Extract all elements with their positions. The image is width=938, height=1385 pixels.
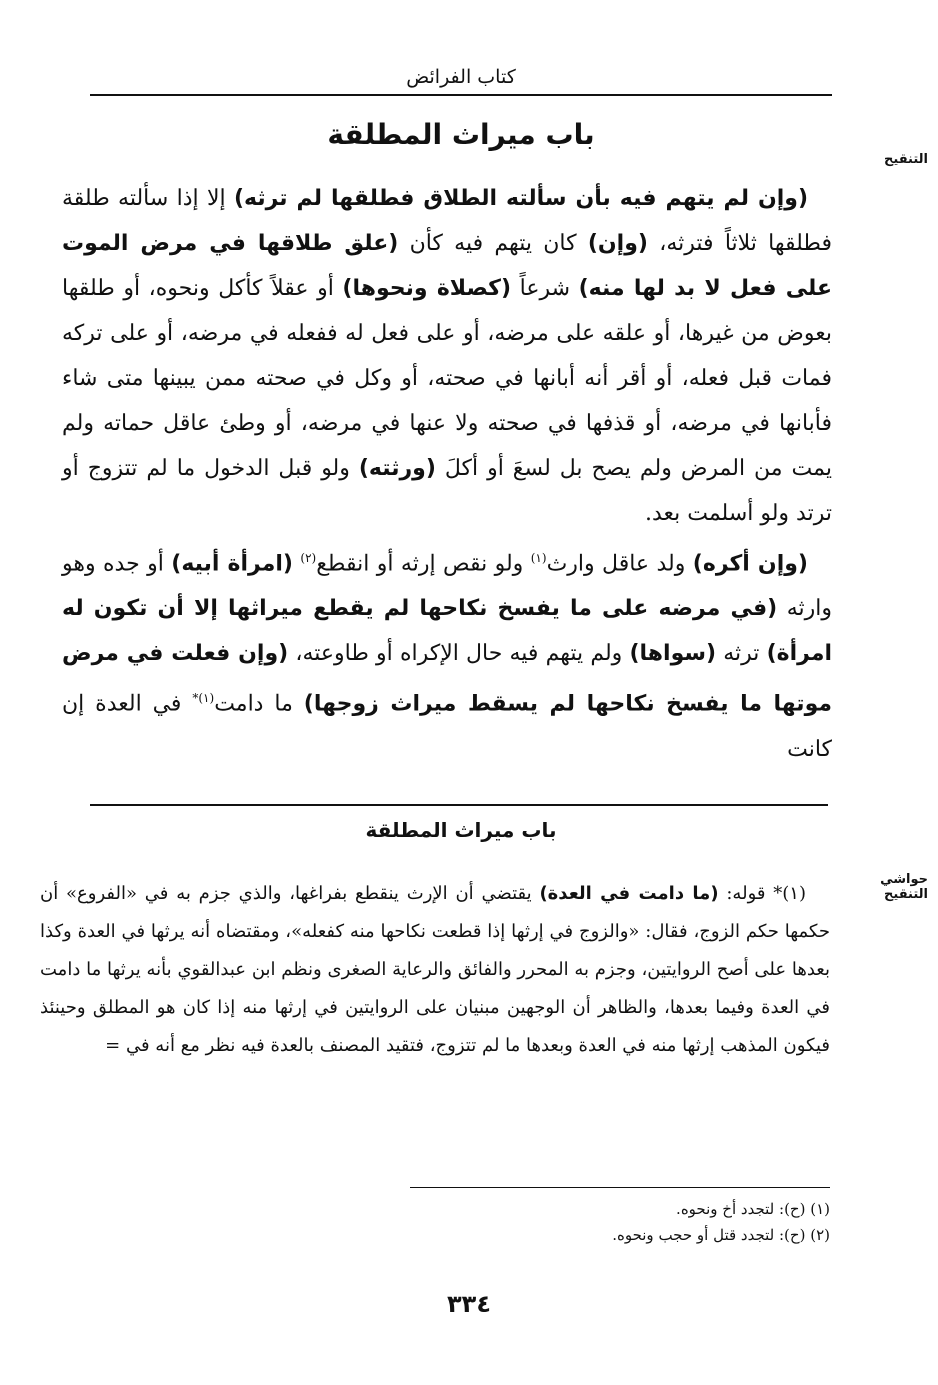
bold-phrase: (علق طلاقها في مرض الموت على فعل لا بد لها منه) <box>62 231 832 301</box>
text-run: شرعاً <box>511 276 579 301</box>
bold-phrase: (وإن لم يتهم فيه بأن سألته الطلاق فطلقها لم ترثه) <box>233 186 808 211</box>
margin-label-tanqih: التنقيح <box>884 152 928 167</box>
text-run: أو عقلاً كأكل ونحوه، أو طلقها بعوض من غيرها، أو علقه على مرضه، أو على فعل له ففعله في مرضه، أو على تركه فمات قبل فعله، أو أقر أنه أبانها في صحته، أو وكل في صحته ممن يبينها متى شاء فأبانها في مرضه، أو قذفها في صحته ولا عنها في مرضه، أو وطئ عاقل حماته ولم يمت من المرض ولم يصح بل لسعَ أو أكلَ <box>62 276 832 481</box>
bold-phrase: (ما دامت في العدة) <box>539 883 719 904</box>
footnote-1: (١) (ح): لتجدد أخ ونحوه. <box>676 1200 830 1218</box>
bold-phrase: (امرأة أبيه) <box>171 551 293 577</box>
text-run: ولو نقص إرثه أو انقطع <box>316 551 531 577</box>
main-paragraph-2 <box>62 536 832 772</box>
footnote-ref: (٢) <box>300 551 317 565</box>
bold-phrase: (سواها) <box>629 641 717 667</box>
bold-phrase: (وإن أكره) <box>692 551 808 577</box>
main-text <box>62 176 832 772</box>
text-run: ترثه <box>716 641 767 667</box>
footnote-rule <box>410 1187 830 1188</box>
footnotes <box>410 1196 830 1248</box>
bold-phrase: (كصلاة ونحوها) <box>342 276 512 301</box>
section-title: باب ميراث المطلقة <box>327 118 595 151</box>
bold-phrase: (ورثته) <box>358 456 436 481</box>
notes-title: باب ميراث المطلقة <box>365 818 557 842</box>
bold-phrase: (وإن فعلت في مرض موتها ما يفسخ نكاحها لم يسقط ميراث زوجها) <box>62 641 832 717</box>
text-run: في العدة إن كانت <box>62 691 832 762</box>
section-divider <box>90 804 828 806</box>
text-run: ما دامت <box>214 691 304 717</box>
footnote-2: (٢) (ح): لتجدد قتل أو حجب ونحوه. <box>612 1226 830 1244</box>
notes-text <box>40 875 830 1065</box>
text-run: يقتضي أن الإرث ينقطع بفراغها، والذي جزم به في «الفروع» أن حكمها حكم الزوج، فقال: «والزوج في إرثها إذا قطعت نكاحها منه كفعله»، ومقتضاه أنه يرثها في العدة وكذا بعدها على أصح الروايتين، وجزم به المحرر والفائق والرعاية الصغرى ونظم ابن عبدالقوي بأنه يرثها ما دامت في العدة وفيما بعدها، والظاهر أن الوجهين مبنيان على الروايتين في إرثها منه إذا كان هو المطلق وحينئذ فيكون المذهب إرثها منه في العدة وبعدها ما لم تتزوج، فتقيد المصنف بالعدة فيه نظر مع أنه في = <box>40 883 830 1056</box>
footnote-ref: (١) <box>530 551 547 565</box>
text-run: كان يتهم فيه كأن <box>398 231 588 256</box>
note-paragraph-1 <box>40 875 830 1065</box>
main-paragraph-1 <box>62 176 832 536</box>
bold-phrase: (في مرضه على ما يفسخ نكاحها لم يقطع ميراثها إلا أن تكون له امرأة) <box>62 596 832 667</box>
text-run: ولو قبل الدخول ما لم تتزوج أو ترتد ولو أسلمت بعد. <box>62 456 832 526</box>
page-number: ٣٣٤ <box>447 1290 491 1318</box>
header-rule <box>90 94 832 96</box>
text-run: أو جده وهو وارثه <box>62 551 832 622</box>
running-title: كتاب الفرائض <box>406 66 516 88</box>
note-lead: (١)* قوله: <box>718 883 806 904</box>
text-run: إلا إذا سألته طلقة فطلقها ثلاثاً فترثه، <box>62 186 832 256</box>
text-run: ولم يتهم فيه حال الإكراه أو طاوعته، <box>288 641 630 667</box>
bold-phrase: (وإن) <box>587 231 648 256</box>
footnote-ref: (١)* <box>192 691 215 706</box>
text-run: ولد عاقل وارث <box>546 551 693 577</box>
margin-label-hawashi: حواشي التنقيح <box>880 872 928 902</box>
